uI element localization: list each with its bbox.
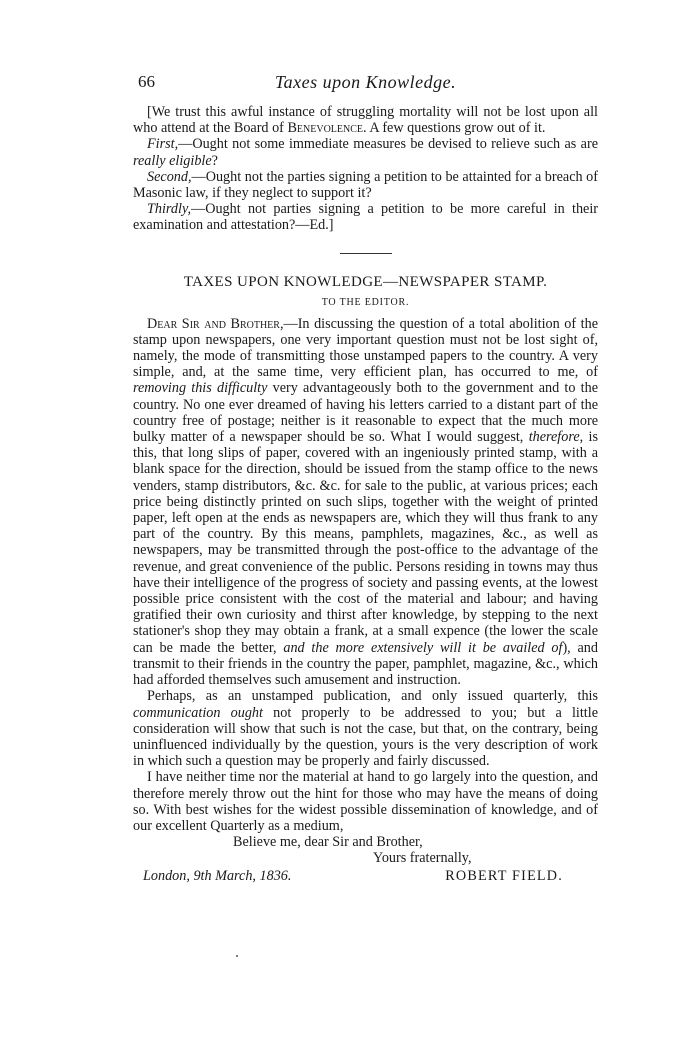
article-title: TAXES UPON KNOWLEDGE—NEWSPAPER STAMP. [183,273,548,290]
running-header [133,70,598,94]
page-number: 66 [138,72,155,91]
page-speck [236,955,238,957]
article-paragraph-1: Dear Sir and Brother,—In discussing the question of a total abolition of the stamp upon newspapers, one very important question must not be lost sight of, namely, the mode of transmitting those unstamped papers to the country. A very simple, and, at the same time, very efficient plan, has occurred to me, of removing this difficulty very advantageously both to the government and to the country. No one ever dreamed of having his letters carried to a distant part of the country free of postage; neither is it reasonable to expect that the much more bulky matter of a newspaper should be so. What I would suggest, therefore, is this, that long slips of paper, covered with an ingeniously printed stamp, with a blank space for the direction, should be issued from the stamp office to the news venders, stamp distributors, &c. &c. for sale to the public, at various prices; each price being distinctly printed on such slips, together with the weight of printed paper, left open at the ends as newspapers are, which they will thus frank to any part of the country. By this means, pamphlets, magazines, &c., as well as newspapers, may be transmitted through the post-office to the advantage of the revenue, and great convenience of the public. Persons residing in towns may thus have their intelligence of the progress of society and passing events, at the lowest possible price consistent with the cost of the material and labour; and having gratified their own curiosity and thirst after knowledge, by stepping to the next stationer's shop they may obtain a frank, at a small expence (the lower the scale can be made the better, and the more extensively will it be availed of), and transmit to their friends in the country the paper, pamphlet, magazine, &c., which had afforded themselves such amusement and instruction. [133,315,598,689]
section-divider [340,253,392,254]
editor-question-third: Thirdly,—Ought not parties signing a petition to be more careful in their examination and attestation?—Ed.] [133,201,598,234]
closing-line-1: Believe me, dear Sir and Brother, [233,834,423,851]
article-paragraph-3: I have neither time nor the material at hand to go largely into the question, and therefore merely throw out the hint for those who may have the means of doing so. With best wishes for the widest possible dissemination of knowledge, and of our excellent Quarterly as a medium, [133,769,598,834]
signature-line [133,868,598,886]
article-dedication: TO THE EDITOR. [321,296,410,308]
signature: ROBERT FIELD. [445,867,563,884]
editor-question-second: Second,—Ought not the parties signing a petition to be attainted for a breach of Masonic law, if they neglect to support it? [133,168,598,202]
editor-note [133,104,598,234]
page-body [133,70,598,886]
editor-note-intro: [We trust this awful instance of struggling mortality will not be lost upon all who attend at the Board of Benevolence. A few questions grow out of it. [133,104,598,137]
article-paragraph-2: Perhaps, as an unstamped publication, and only issued quarterly, this communication ought not properly to be addressed to you; but a little consideration will show that such is not the case, but that, on the contrary, being uninfluenced individually by the question, yours is the very description of work in which such a question may be properly and fairly discussed. [133,688,598,770]
salutation: Dear Sir and Brother, [147,315,284,332]
editor-question-first: First,—Ought not some immediate measures be devised to relieve such as are really eligible? [133,136,598,169]
closing-line-2: Yours fraternally, [373,850,472,867]
running-title: Taxes upon Knowledge. [274,72,457,92]
place-date: London, 9th March, 1836. [143,867,292,884]
board-name: Benevolence [287,120,364,137]
